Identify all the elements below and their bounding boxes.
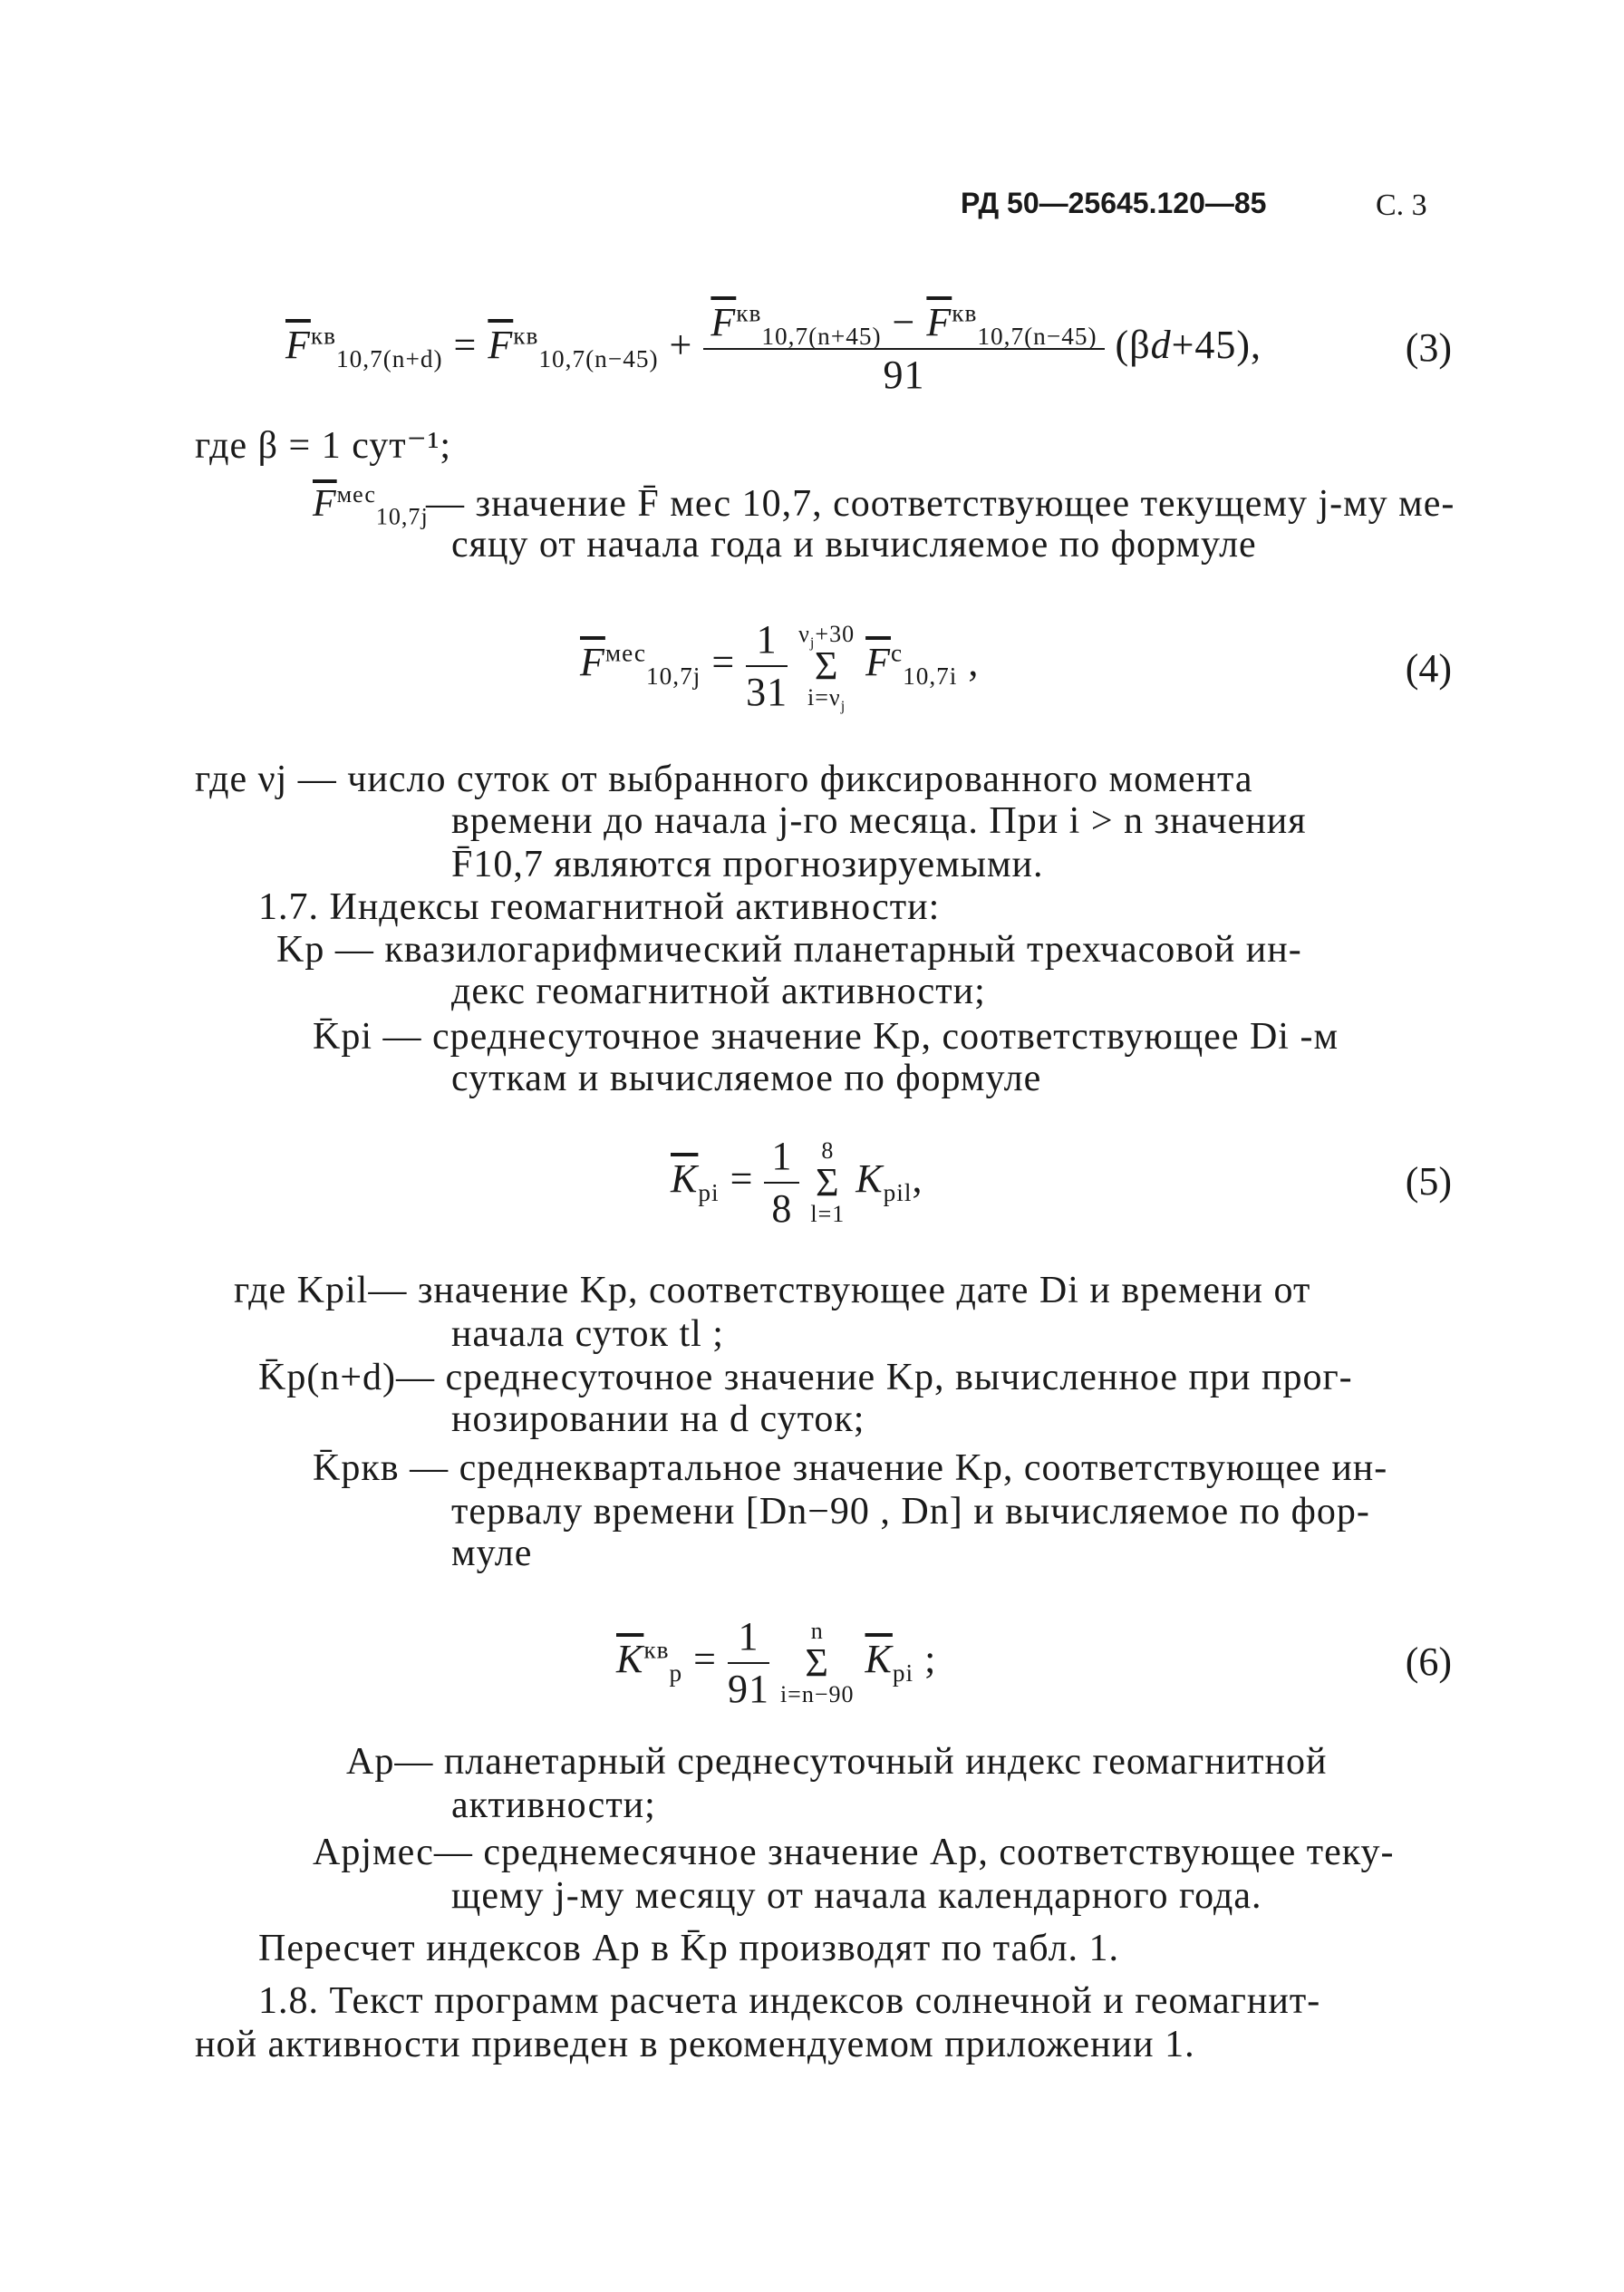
formula-4: $\overline{F}^{мес}_{10,7j}$ = $\frac{1}{31}$ $\nu_j+30$ Σ $i=\nu_j$ $\overline{F}^с_{10,7i}$ ,: [580, 617, 980, 715]
kpnd-definition-line1: K̄p(n+d)— среднесуточное значение Kp, вычисленное при прог-: [258, 1357, 1353, 1398]
fmes-definition-line1: — значение F̄ мес 10,7, соответствующее текущему j-му ме-: [426, 483, 1455, 525]
formula-3: $\overline{F}^{кв}_{10,7(n+d)} = \overline{F}^{кв}_{10,7(n-45)}$ + $\frac{\overline{F}^{кв}_{10,7(n+45)} - \overline{F}^{кв}_{10,7(n-45)}}{91}$ (βd+45),: [285, 299, 1262, 397]
ap-definition-line1: Ap— планетарный среднесуточный индекс геомагнитной: [346, 1741, 1328, 1783]
nu-definition-line2: времени до начала j-го месяца. При i > n значения: [451, 800, 1307, 842]
document-id: РД 50—25645.120—85: [961, 187, 1267, 219]
kp-definition-line1: Kp — квазилогарифмический планетарный трехчасовой ин-: [276, 929, 1302, 971]
kpkv-definition-line3: муле: [451, 1533, 533, 1574]
formula-6: $\overline{K}^{кв}_p$ = $\frac{1}{91}$ n Σ i=n−90 $\overline{K}_{pi}$ ;: [616, 1614, 937, 1711]
page-number: С. 3: [1376, 189, 1427, 222]
recalc-sentence: Пересчет индексов Ap в K̄p производят по табл. 1.: [258, 1928, 1120, 1969]
kpil-definition-line1: где Kpil— значение Kp, соответствующее дате Di и времени от: [234, 1270, 1311, 1311]
apmes-definition-line2: щему j-му месяцу от начала календарного года.: [451, 1875, 1262, 1917]
kpi-definition-line1: K̄pi — среднесуточное значение Kp, соответствующее Di -м: [313, 1016, 1339, 1058]
nu-definition-line3: F̄10,7 являются прогнозируемыми.: [451, 844, 1044, 885]
formula-5: $\overline{K}_{pi}$ = $\frac{1}{8}$ 8 Σ l=1 $K_{pil}$,: [671, 1134, 923, 1231]
equation-number-3: (3): [1405, 325, 1452, 370]
fmes-definition-line2: сяцу от начала года и вычисляемое по формуле: [451, 524, 1257, 566]
kp-definition-line2: декс геомагнитной активности;: [451, 971, 986, 1012]
section-1-7-title: 1.7. Индексы геомагнитной активности:: [258, 886, 941, 928]
section-1-8-line1: 1.8. Текст программ расчета индексов солнечной и геомагнит-: [258, 1980, 1321, 2022]
section-1-8-line2: ной активности приведен в рекомендуемом приложении 1.: [195, 2024, 1195, 2065]
kpkv-definition-line1: K̄pкв — среднеквартальное значение Kp, соответствующее ин-: [313, 1447, 1388, 1489]
kpnd-definition-line2: нозировании на d суток;: [451, 1398, 865, 1440]
nu-definition-line1: где νj — число суток от выбранного фиксированного момента: [195, 759, 1253, 800]
equation-number-6: (6): [1405, 1639, 1452, 1684]
equation-number-5: (5): [1405, 1159, 1452, 1204]
where-beta: где β = 1 сут⁻¹;: [195, 425, 452, 467]
kpkv-definition-line2: тервалу времени [Dn−90 , Dn] и вычисляемое по фор-: [451, 1491, 1370, 1533]
kpi-definition-line2: суткам и вычисляемое по формуле: [451, 1058, 1042, 1099]
fmes-symbol: $\overline{F}^{мес}_{10,7j}$: [313, 481, 429, 530]
apmes-definition-line1: Apjмес— среднемесячное значение Ap, соответствующее теку-: [313, 1832, 1395, 1873]
kpil-definition-line2: начала суток tl ;: [451, 1313, 724, 1355]
ap-definition-line2: активности;: [451, 1784, 656, 1826]
equation-number-4: (4): [1405, 646, 1452, 691]
